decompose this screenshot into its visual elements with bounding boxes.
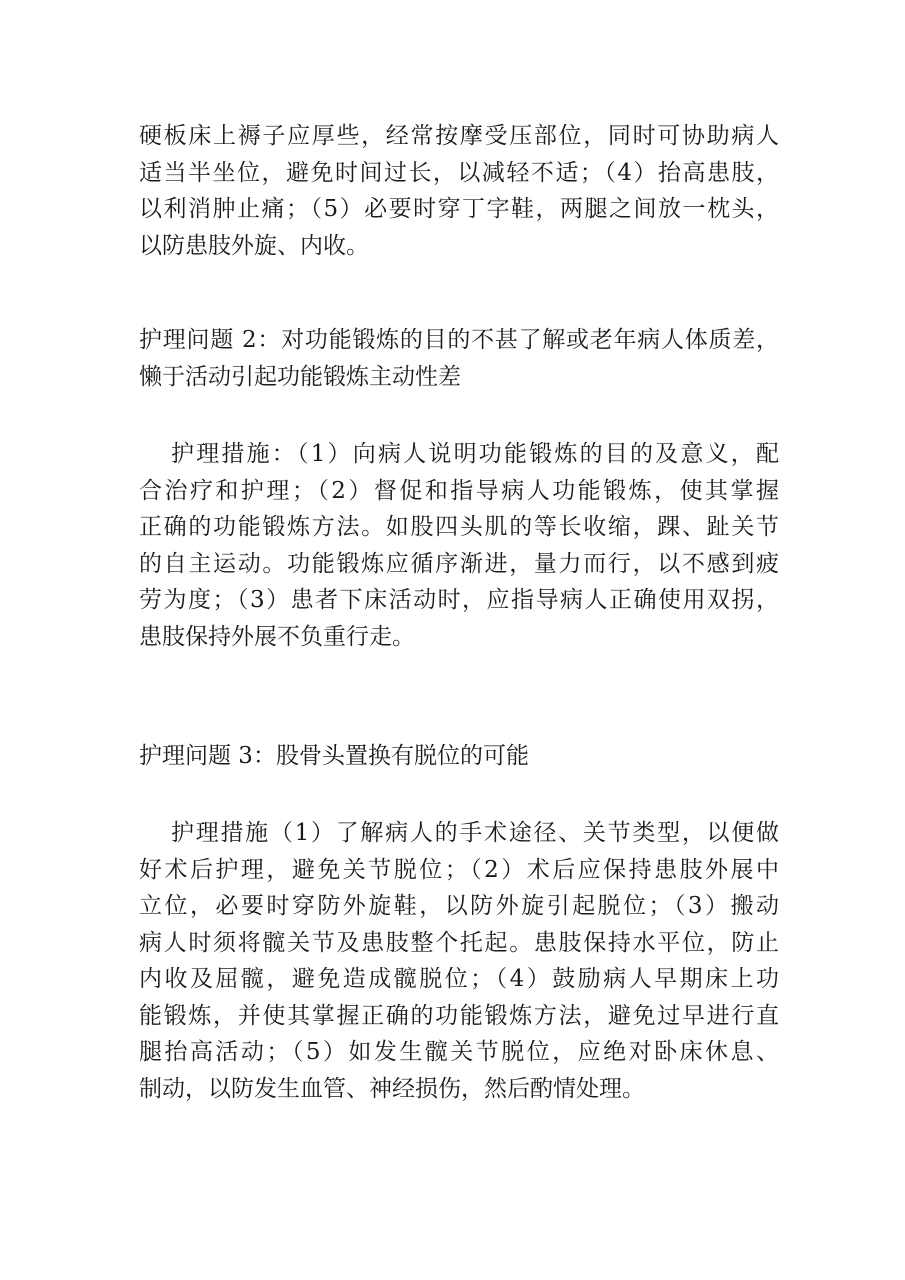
nursing-problem-3-heading [139, 738, 779, 775]
text-line: 护理问题 2：对功能锻炼的目的不甚了解或老年病人体质差， [139, 327, 779, 353]
text-line: 以利消肿止痛；（5）必要时穿丁字鞋，两腿之间放一枕头， [139, 196, 779, 222]
nursing-measures-2-paragraph [139, 436, 779, 655]
text-line: 适当半坐位，避免时间过长，以减轻不适；（4）抬高患肢， [139, 159, 779, 186]
text-line: 的自主运动。功能锻炼应循序渐进，量力而行，以不感到疲 [139, 550, 779, 577]
text-line: 护理措施（1）了解病人的手术途径、关节类型，以便做 [171, 820, 779, 846]
text-line: 立位，必要时穿防外旋鞋，以防外旋引起脱位；（3）搬动 [139, 893, 779, 919]
text-line: 懒于活动引起功能锻炼主动性差 [139, 363, 461, 390]
text-line: 硬板床上褥子应厚些，经常按摩受压部位，同时可协助病人 [139, 123, 779, 149]
text-line: 以防患肢外旋、内收。 [139, 232, 369, 259]
text-line: 正确的功能锻炼方法。如股四头肌的等长收缩，踝、趾关节 [139, 514, 779, 540]
text-line: 合治疗和护理；（2）督促和指导病人功能锻炼，使其掌握 [139, 477, 779, 504]
paragraph-care-measures-continued [139, 118, 779, 264]
text-line: 护理问题 3：股骨头置换有脱位的可能 [139, 743, 529, 769]
text-line: 腿抬高活动；（5）如发生髋关节脱位，应绝对卧床休息、 [139, 1039, 779, 1065]
text-line: 内收及屈髋，避免造成髋脱位；（4）鼓励病人早期床上功 [139, 966, 779, 992]
text-line: 能锻炼，并使其掌握正确的功能锻炼方法，避免过早进行直 [139, 1002, 779, 1029]
text-line: 好术后护理，避免关节脱位；（2）术后应保持患肢外展中 [139, 856, 779, 883]
nursing-problem-2-heading [139, 322, 779, 395]
text-line: 护理措施：（1）向病人说明功能锻炼的目的及意义，配 [171, 441, 779, 467]
text-line: 制动，以防发生血管、神经损伤，然后酌情处理。 [139, 1075, 645, 1102]
text-line: 患肢保持外展不负重行走。 [139, 623, 415, 650]
text-line: 劳为度；（3）患者下床活动时，应指导病人正确使用双拐， [139, 587, 779, 613]
text-line: 病人时须将髋关节及患肢整个托起。患肢保持水平位，防止 [139, 929, 779, 956]
nursing-measures-3-paragraph [139, 815, 779, 1107]
